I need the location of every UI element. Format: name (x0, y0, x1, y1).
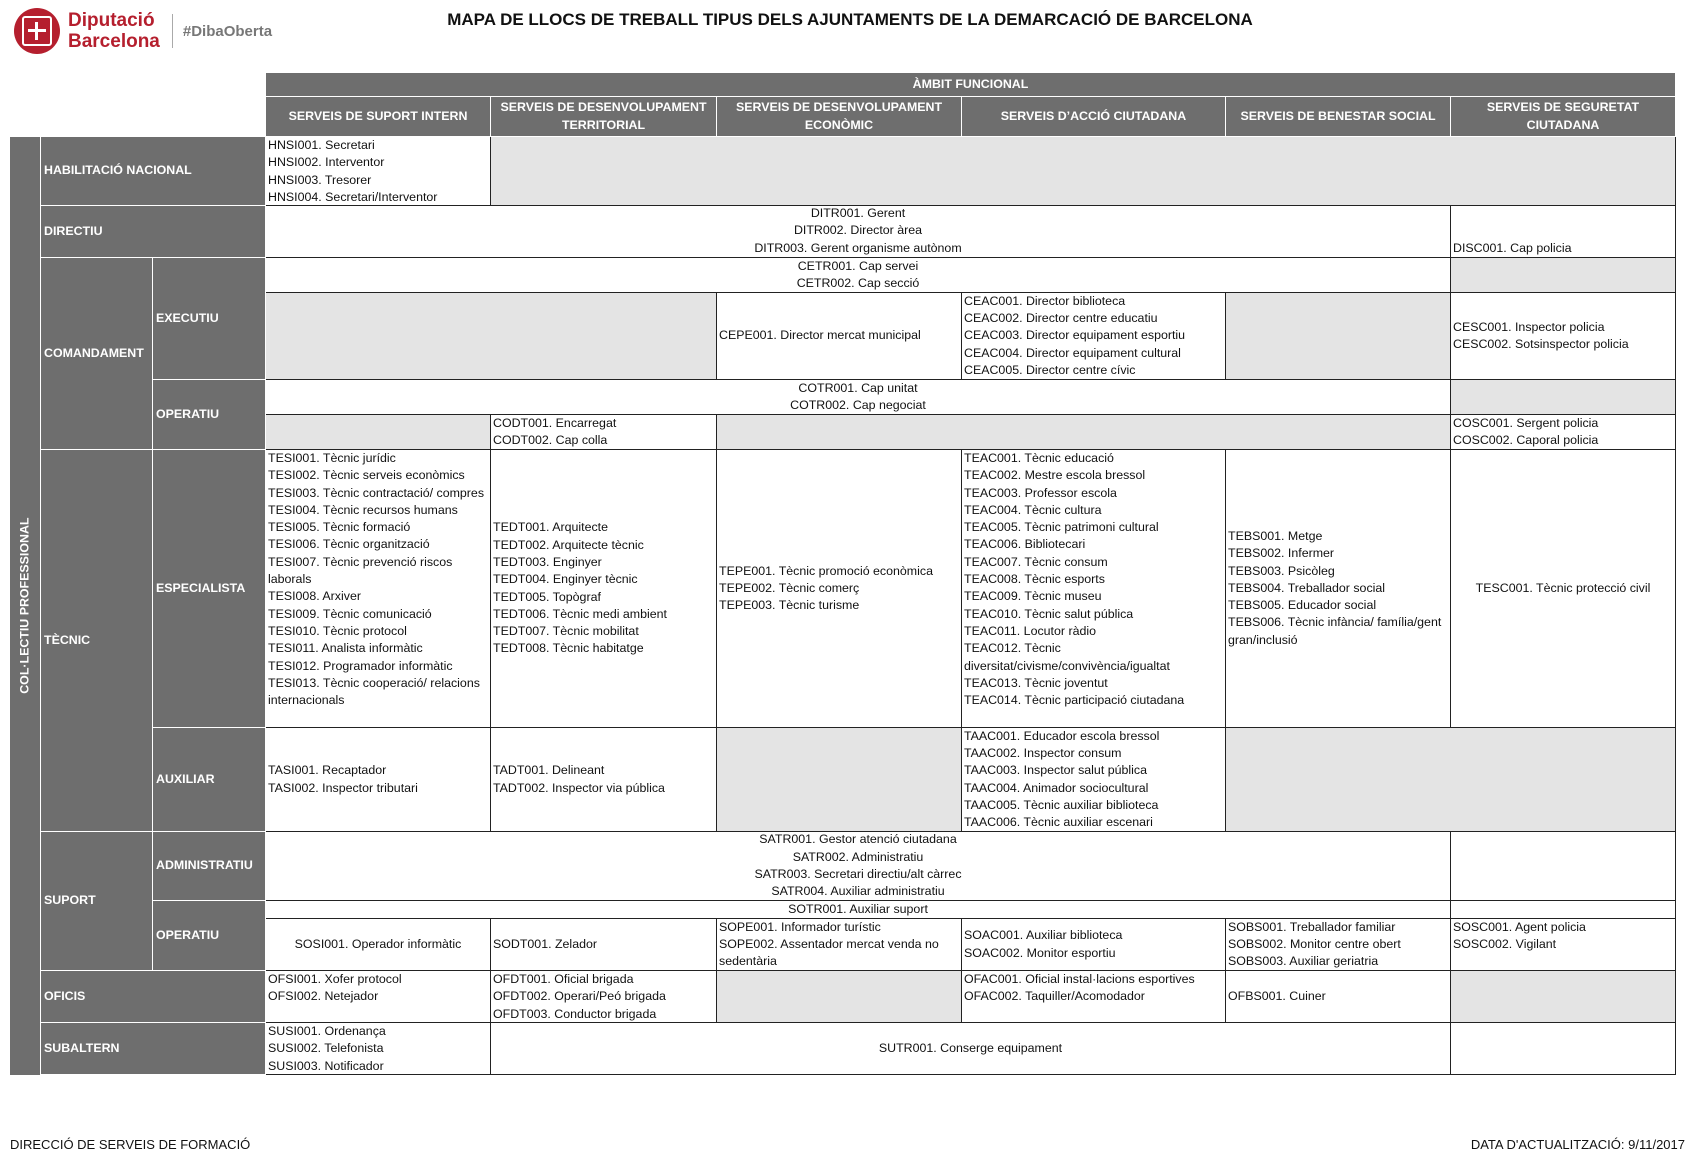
logo-divider (172, 14, 173, 48)
empty-cell (1451, 901, 1676, 919)
column-header-seguretat-ciutadana: SERVEIS DE SEGURETAT CIUTADANA (1451, 97, 1676, 137)
job-entry: TAAC005. Tècnic auxiliar biblioteca (964, 797, 1159, 812)
job-entry: CEAC004. Director equipament cultural (964, 345, 1181, 360)
job-entry: TAAC004. Animador sociocultural (964, 780, 1149, 795)
cell-susi (266, 1023, 491, 1075)
job-entry: SOSC001. Agent policia (1453, 920, 1586, 934)
row-label-suport: SUPORT (41, 832, 153, 971)
cell-sope (717, 919, 962, 971)
job-entry: CESC002. Sotsinspector policia (1453, 337, 1629, 351)
job-entry: TEBS001. Metge (1228, 528, 1323, 543)
job-entry: TEPE002. Tècnic comerç (719, 580, 860, 595)
cell-satr (266, 832, 1451, 901)
jobs-map-table (10, 73, 1686, 1071)
hashtag-label: #DibaOberta (182, 22, 273, 40)
row-label-directiu: DIRECTIU (41, 206, 266, 258)
job-entry: TESI013. Tècnic cooperació/ relacions internacionals (268, 675, 480, 708)
job-entry: TESI008. Arxiver (268, 589, 361, 604)
cell-cosc (1451, 415, 1676, 450)
job-entry: OFAC002. Taquiller/Acomodador (964, 989, 1145, 1004)
page-title: MAPA DE LLOCS DE TREBALL TIPUS DELS AJUNTAMENTS DE LA DEMARCACIÓ DE BARCELONA (447, 10, 1253, 29)
empty-cell (1451, 971, 1676, 1023)
job-entry: HNSI002. Interventor (268, 155, 385, 170)
job-entry: TESI012. Programador informàtic (268, 658, 453, 673)
job-entry: COSC001. Sergent policia (1453, 415, 1599, 430)
cell-ditr (266, 206, 1451, 258)
job-entry: TESI009. Tècnic comunicació (268, 606, 432, 621)
job-entry: DITR002. Director àrea (793, 223, 923, 238)
cell-cepe (717, 293, 962, 380)
job-entry: TEAC003. Professor escola (964, 485, 1117, 500)
row-label-especialista: ESPECIALISTA (153, 450, 266, 728)
cell-disc (1451, 206, 1676, 258)
job-entry: TEAC008. Tècnic esports (964, 572, 1105, 587)
row-label-comandament-operatiu: OPERATIU (153, 380, 266, 450)
job-entry: TEBS002. Infermer (1228, 546, 1335, 561)
job-entry: SOTR001. Auxiliar suport (788, 901, 928, 916)
cell-teac (962, 450, 1226, 728)
job-entry: HNSI001. Secretari (268, 138, 375, 152)
collectiu-professional-label (10, 137, 41, 1075)
job-entry: DISC001. Cap policia (1453, 240, 1572, 255)
job-entry: TEAC005. Tècnic patrimoni cultural (964, 520, 1159, 535)
job-entry: CEPE001. Director mercat municipal (719, 328, 921, 343)
job-entry: CETR002. Cap secció (796, 276, 920, 290)
logo-line2: Barcelona (68, 31, 160, 52)
job-entry: COSC002. Caporal policia (1453, 433, 1599, 447)
job-entry: SOBS003. Auxiliar geriatria (1228, 954, 1379, 969)
job-entry: TESI005. Tècnic formació (268, 520, 411, 535)
job-entry: TEAC014. Tècnic participació ciutadana (964, 693, 1185, 708)
cell-tesi (266, 450, 491, 728)
job-entry: TEBS003. Psicòleg (1228, 563, 1335, 578)
job-entry: SUSI002. Telefonista (268, 1041, 384, 1056)
job-entry: TEAC002. Mestre escola bressol (964, 468, 1146, 483)
job-entry: CEAC001. Director biblioteca (964, 293, 1126, 308)
job-entry: SOPE001. Informador turístic (719, 919, 881, 934)
job-entry: TAAC006. Tècnic auxiliar escenari (964, 815, 1153, 830)
job-entry: SUSI003. Notificador (268, 1058, 384, 1073)
job-entry: SATR004. Auxiliar administratiu (771, 884, 945, 899)
job-entry: TEDT008. Tècnic habitatge (493, 641, 644, 656)
cell-sosc (1451, 919, 1676, 971)
job-entry: SOSC002. Vigilant (1453, 937, 1557, 952)
cell-tedt (491, 450, 717, 728)
job-entry: HNSI004. Secretari/Interventor (268, 189, 438, 204)
empty-cell (1226, 293, 1451, 380)
job-entry: TEDT002. Arquitecte tècnic (493, 537, 644, 552)
job-entry: SATR001. Gestor atenció ciutadana (759, 832, 957, 847)
ambit-funcional-header: ÀMBIT FUNCIONAL (266, 73, 1676, 97)
job-entry: CODT001. Encarregat (493, 415, 617, 430)
job-entry: CEAC005. Director centre cívic (964, 362, 1136, 377)
job-entry: CESC001. Inspector policia (1453, 319, 1605, 334)
footer-department: DIRECCIÓ DE SERVEIS DE FORMACIÓ (10, 1137, 251, 1152)
job-entry: TASI002. Inspector tributari (268, 780, 418, 795)
job-entry: TEAC013. Tècnic joventut (964, 675, 1108, 690)
row-label-habilitacio-nacional: HABILITACIÓ NACIONAL (41, 137, 266, 206)
empty-cell (717, 415, 1451, 450)
cell-ofsi (266, 971, 491, 1023)
job-entry: TEDT006. Tècnic medi ambient (493, 606, 668, 621)
cell-ofac (962, 971, 1226, 1023)
cell-sobs (1226, 919, 1451, 971)
diputacio-seal-icon (14, 8, 60, 54)
job-entry: COTR001. Cap unitat (798, 380, 918, 395)
job-entry: SATR003. Secretari directiu/alt càrrec (754, 867, 962, 881)
row-label-executiu: EXECUTIU (153, 258, 266, 380)
row-label-oficis: OFICIS (41, 971, 266, 1023)
job-entry: OFSI001. Xofer protocol (268, 972, 402, 986)
job-entry: TADT001. Delineant (493, 763, 605, 778)
footer-update-date: DATA D'ACTUALITZACIÓ: 9/11/2017 (1470, 1137, 1685, 1152)
job-entry: COTR002. Cap negociat (790, 398, 926, 412)
job-entry: OFSI002. Netejador (268, 989, 379, 1004)
job-entry: TESI010. Tècnic protocol (268, 623, 407, 638)
empty-cell (491, 137, 1676, 206)
job-entry: TEDT005. Topògraf (493, 589, 601, 604)
row-label-subaltern: SUBALTERN (41, 1023, 266, 1075)
column-header-desenvolupament-economic: SERVEIS DE DESENVOLUPAMENT ECONÒMIC (717, 97, 962, 137)
job-entry: TEBS005. Educador social (1228, 598, 1377, 613)
column-header-accio-ciutadana: SERVEIS D’ACCIÓ CIUTADANA (962, 97, 1226, 137)
cell-tepe (717, 450, 962, 728)
job-entry: TASI001. Recaptador (268, 763, 387, 778)
empty-cell (717, 971, 962, 1023)
job-entry: TESI002. Tècnic serveis econòmics (268, 468, 465, 483)
job-entry: SOAC002. Monitor esportiu (964, 945, 1116, 960)
cell-ofbs (1226, 971, 1451, 1023)
cell-sotr (266, 901, 1451, 919)
job-entry: TEBS006. Tècnic infància/ família/gent gran/inclusió (1228, 615, 1442, 647)
empty-cell (1451, 832, 1676, 901)
job-entry: TEDT007. Tècnic mobilitat (493, 624, 639, 639)
cell-cotr (266, 380, 1451, 415)
job-entry: SUSI001. Ordenança (268, 1024, 386, 1038)
logo-text (68, 10, 160, 52)
column-header-suport-intern: SERVEIS DE SUPORT INTERN (266, 97, 491, 137)
job-entry: TEAC004. Tècnic cultura (964, 502, 1102, 517)
cell-sodt (491, 919, 717, 971)
job-entry: SOPE002. Assentador mercat venda no sedentària (719, 936, 939, 969)
collectiu-professional-text: COL·LECTIU PROFESSIONAL (17, 517, 32, 695)
job-entry: TAAC001. Educador escola bressol (964, 728, 1160, 743)
job-entry: TEBS004. Treballador social (1228, 580, 1386, 595)
cell-tadt (491, 728, 717, 832)
column-header-desenvolupament-territorial: SERVEIS DE DESENVOLUPAMENT TERRITORIAL (491, 97, 717, 137)
job-entry: TESI007. Tècnic prevenció riscos laborals (268, 554, 453, 587)
job-entry: TEAC009. Tècnic museu (964, 589, 1102, 604)
empty-cell (1451, 380, 1676, 415)
cell-cesc (1451, 293, 1676, 380)
cell-taac (962, 728, 1226, 832)
job-entry: TEAC007. Tècnic consum (964, 554, 1108, 569)
job-entry: SOAC001. Auxiliar biblioteca (964, 928, 1123, 943)
job-entry: TEAC001. Tècnic educació (964, 451, 1114, 465)
job-entry: TESI003. Tècnic contractació/ compres (268, 485, 485, 500)
job-entry: OFDT002. Operari/Peó brigada (493, 989, 666, 1004)
empty-cell (266, 293, 717, 380)
job-entry: CEAC003. Director equipament esportiu (964, 328, 1186, 343)
job-entry: TEAC012. Tècnic diversitat/civisme/convivència/igualtat (964, 641, 1170, 673)
cell-hnsi (266, 137, 491, 206)
job-entry: DITR001. Gerent (810, 206, 906, 221)
row-label-comandament: COMANDAMENT (41, 258, 153, 450)
job-entry: TEDT004. Enginyer tècnic (493, 572, 638, 587)
job-entry: TEDT001. Arquitecte (493, 520, 609, 535)
job-entry: OFDT003. Conductor brigada (493, 1006, 657, 1021)
column-header-benestar-social: SERVEIS DE BENESTAR SOCIAL (1226, 97, 1451, 137)
job-entry: SOBS001. Treballador familiar (1228, 919, 1396, 934)
cell-tesc (1451, 450, 1676, 728)
job-entry: TEAC011. Locutor ràdio (964, 623, 1097, 638)
job-entry: CEAC002. Director centre educatiu (964, 311, 1158, 326)
job-entry: OFDT001. Oficial brigada (493, 972, 634, 986)
job-entry: OFBS001. Cuiner (1228, 988, 1326, 1003)
job-entry: TEAC010. Tècnic salut pública (964, 606, 1134, 621)
job-entry: HNSI003. Tresorer (268, 172, 372, 187)
row-label-tecnic: TÈCNIC (41, 450, 153, 832)
cell-tebs (1226, 450, 1451, 728)
empty-cell (1226, 728, 1676, 832)
job-entry: CODT002. Cap colla (493, 433, 608, 447)
diputacio-logo[interactable] (14, 8, 272, 54)
job-entry: TEAC006. Bibliotecari (964, 537, 1086, 552)
job-entry: TESI004. Tècnic recursos humans (268, 502, 458, 517)
job-entry: TADT002. Inspector via pública (493, 780, 665, 795)
row-label-auxiliar: AUXILIAR (153, 728, 266, 832)
job-entry: CETR001. Cap servei (797, 258, 919, 273)
row-label-administratiu: ADMINISTRATIU (153, 832, 266, 901)
cell-sutr (491, 1023, 1451, 1075)
cell-codt (491, 415, 717, 450)
job-entry: TEPE001. Tècnic promoció econòmica (719, 563, 933, 578)
job-entry: SOBS002. Monitor centre obert (1228, 936, 1401, 951)
job-entry: DITR003. Gerent organisme autònom (754, 240, 962, 255)
cell-ofdt (491, 971, 717, 1023)
cell-sosi (266, 919, 491, 971)
empty-cell (1451, 1023, 1676, 1075)
row-label-suport-operatiu: OPERATIU (153, 901, 266, 971)
job-entry: TEPE003. Tècnic turisme (719, 598, 860, 613)
job-entry: TESI006. Tècnic organització (268, 537, 430, 552)
job-entry: TESI001. Tècnic jurídic (268, 451, 396, 465)
empty-cell (1451, 258, 1676, 293)
cell-soac (962, 919, 1226, 971)
cell-ceac (962, 293, 1226, 380)
empty-cell (717, 728, 962, 832)
job-entry: SODT001. Zelador (493, 936, 597, 951)
job-entry: SATR002. Administratiu (792, 849, 924, 864)
cell-tasi (266, 728, 491, 832)
job-entry: OFAC001. Oficial instal·lacions esportives (964, 972, 1195, 986)
job-entry: TAAC003. Inspector salut pública (964, 763, 1147, 778)
job-entry: TESI011. Analista informàtic (268, 641, 423, 656)
job-entry: TAAC002. Inspector consum (964, 745, 1122, 760)
job-entry: SOSI001. Operador informàtic (294, 936, 462, 951)
empty-cell (266, 415, 491, 450)
job-entry: TEDT003. Enginyer (493, 554, 602, 569)
job-entry: TESC001. Tècnic protecció civil (1475, 580, 1651, 595)
cell-cetr (266, 258, 1451, 293)
job-entry: SUTR001. Conserge equipament (878, 1040, 1063, 1055)
logo-line1: Diputació (68, 10, 155, 31)
